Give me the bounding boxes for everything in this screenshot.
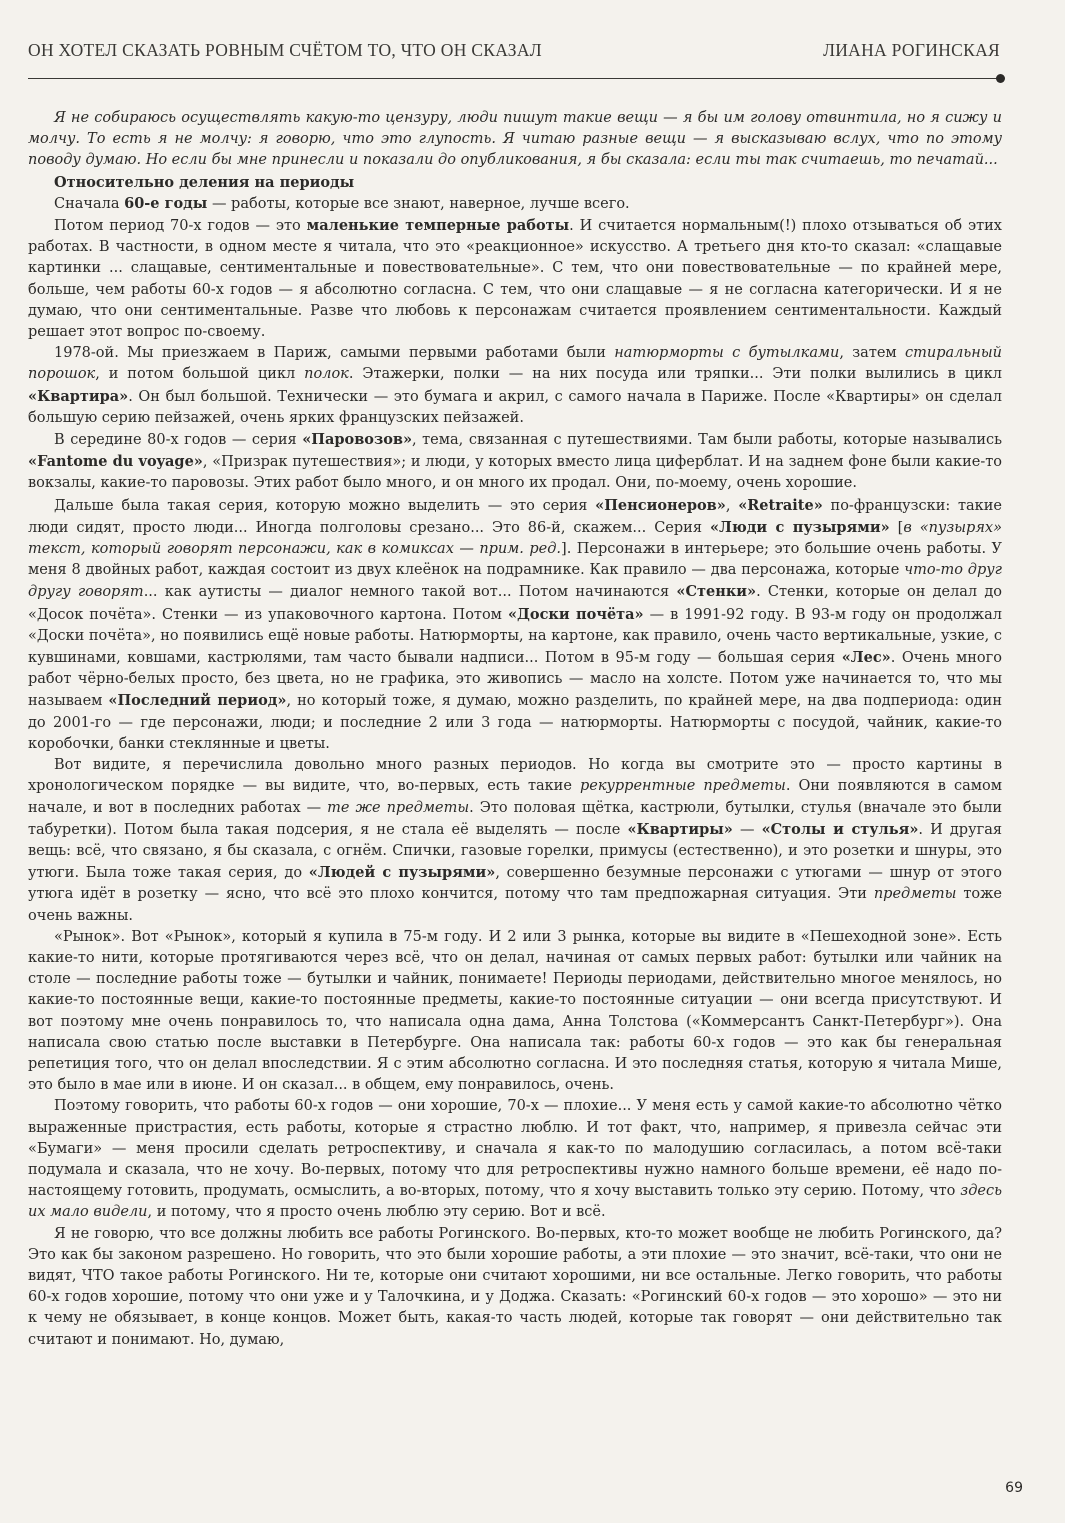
page-number: 69 xyxy=(1005,1480,1023,1496)
paragraph-60s: Сначала 60-е годы — работы, которые все знают, наверное, лучше всего. xyxy=(54,194,630,212)
header-rule-dot xyxy=(996,74,1005,83)
header-rule xyxy=(28,78,1000,79)
paragraph-70s: Потом период 70-х годов — это маленькие темперные работы. И считается нормальным(!) плохо отзываться об этих работах. В частности, в одном месте я читала, что это «реакционное» искусство. А третьего дня кто-то сказал: «слащавые картинки ... слащавые, сентиментальные и повествовательные». С тем, что они повествовательные — по крайней мере, больше, чем работы 60-х годов — я абсолютно согласна. С тем, что они слащавые — я не согласна категорически. И я не думаю, что они сентиментальные. Разве что любовь к персонажам считается проявлением сентиментальности. Каждый решает этот вопрос по-своему. xyxy=(28,217,1002,341)
article-body xyxy=(28,108,1002,1351)
paragraph-preferences: Поэтому говорить, что работы 60-х годов — они хорошие, 70-х — плохие... У меня есть у самой какие-то абсолютно чётко выраженные пристрастия, есть работы, которые я страстно люблю. И тот факт, что, например, я привезла сейчас эти «Бумаги» — меня просили сделать ретроспективу, и сначала я как-то по малодушию согласилась, а потом всё-таки подумала и сказала, что не хочу. Во-первых, потому что для ретроспективы нужно намного больше времени, её надо по-настоящему готовить, продумать, осмыслить, а во-вторых, потому, что я хочу выставить только эту серию. Потому, что здесь их мало видели, и потому, что я просто очень люблю эту серию. Вот и всё. xyxy=(28,1098,1002,1221)
paragraph-series: Дальше была такая серия, которую можно выделить — это серия «Пенсионеров», «Retraite» по-французски: такие люди сидят, просто люди... Иногда полголовы срезано... Это 86-й, скажем... Серия «Люди с пузырями» [в «пузырях» текст, который говорят персонажи, как в комиксах — прим. ред.]. Персонажи в интерьере; это большие очень работы. У меня 8 двойных работ, каждая состоит из двух клеёнок на подрамнике. Как правило — два персонажа, которые что-то друг другу говорят... как аутисты — диалог немного такой вот... Потом начинаются «Стенки». Стенки, которые он делал до «Досок почёта». Стенки — из упаковочного картона. Потом «Доски почёта» — в 1991-92 году. В 93-м году он продолжал «Доски почёта», но появились ещё новые работы. Натюрморты, на картоне, как правило, очень часто вертикальные, узкие, с кувшинами, ковшами, кастрюлями, там часто бывали надписи... Потом в 95-м году — большая серия «Лес». Очень много работ чёрно-белых просто, без цвета, но не графика, это живопись — масло на холсте. Потом уже начинается то, что мы называем «Последний период», но который тоже, я думаю, можно разделить, по крайней мере, на два подпериода: один до 2001-го — где персонажи, люди; и последние 2 или 3 года — натюрморты. Натюрморты с посудой, чайник, какие-то коробочки, банки стеклянные и цветы. xyxy=(28,496,1003,752)
intro-paragraph: Я не собираюсь осуществлять какую-то цензуру, люди пишут такие вещи — я бы им голову отвинтила, но я сижу и молчу. То есть я не молчу: я говорю, что это глупость. Я читаю разные вещи — я высказываю вслух, что по этому поводу думаю. Но если бы мне принесли и показали до опубликования, я бы сказала: если ты так считаешь, то печатай... xyxy=(28,110,1002,169)
paragraph-closing: Я не говорю, что все должны любить все работы Рогинского. Во-первых, кто-то может вообще не любить Рогинского, да? Это как бы законом разрешено. Но говорить, что это были хорошие работы, а эти плохие — это значит, всё-таки, что они не видят, ЧТО такое работы Рогинского. Ни те, которые они считают хорошими, ни все остальные. Легко говорить, что работы 60-х годов хорошие, потому что они уже и у Талочкина, и у Доджа. Сказать: «Рогинский 60-х годов — это хорошо» — это ни к чему не обязывает, в конце концов. Может быть, какая-то часть людей, которые так говорят — они действительно так считают и понимают. Но, думаю, xyxy=(28,1225,1002,1348)
paragraph-recurring-objects: Вот видите, я перечислила довольно много разных периодов. Но когда вы смотрите это — просто картины в хронологическом порядке — вы видите, что, во-первых, есть такие рекуррентные предметы. Они появляются в самом начале, и вот в последних работах — те же предметы. Это половая щётка, кастрюли, бутылки, стулья (вначале это были табуретки). Потом была такая подсерия, я не стала её выделять — после «Квартиры» — «Столы и стулья». И другая вещь: всё, что связано, я бы сказала, с огнём. Спички, газовые горелки, примусы (естественно), и это розетки и шнуры, это утюги. Была тоже такая серия, до «Людей с пузырями», совершенно безумные персонажи с утюгами — шнур от этого утюга идёт в розетку — ясно, что всё это плохо кончится, потому что там предпожарная ситуация. Эти предметы тоже очень важны. xyxy=(28,757,1003,924)
running-head-author: ЛИАНА РОГИНСКАЯ xyxy=(823,40,1000,60)
paragraph-1978: 1978-ой. Мы приезжаем в Париж, самыми первыми работами были натюрморты с бутылками, затем стиральный порошок, и потом большой цикл полок. Этажерки, полки — на них посуда или тряпки... Эти полки вылились в цикл «Квартира». Он был большой. Технически — это бумага и акрил, с самого начала в Париже. После «Квартиры» он сделал большую серию пейзажей, очень ярких французских пейзажей. xyxy=(28,345,1002,426)
section-subheading: Относительно деления на периоды xyxy=(54,173,355,191)
running-head-title: ОН ХОТЕЛ СКАЗАТЬ РОВНЫМ СЧЁТОМ ТО, ЧТО ОН СКАЗАЛ xyxy=(28,40,542,60)
paragraph-market: «Рынок». Вот «Рынок», который я купила в 75-м году. И 2 или 3 рынка, которые вы видите в «Пешеходной зоне». Есть какие-то нити, которые протягиваются через всё, что он делал, начиная от самых первых работ: бутылки или чайник на столе — последние работы тоже — бутылки и чайник, понимаете! Периоды периодами, действительно многое менялось, но какие-то постоянные вещи, какие-то постоянные предметы, какие-то постоянные ситуации — они всегда присутствуют. И вот поэтому мне очень понравилось то, что написала одна дама, Анна Толстова («Коммерсантъ Санкт-Петербург»). Она написала свою статью после выставки в Петербурге. Она написала так: работы 60-х годов — это как бы генеральная репетиция того, что он делал впоследствии. Я с этим абсолютно согласна. И это последняя статья, которую я читала Мише, это было в мае или в июне. И он сказал... в общем, ему понравилось, очень. xyxy=(28,928,1002,1094)
paragraph-80s: В середине 80-х годов — серия «Паровозов», тема, связанная с путешествиями. Там были работы, которые назывались «Fantome du voyage», «Призрак путешествия»; и люди, у которых вместо лица циферблат. И на заднем фоне были какие-то вокзалы, какие-то паровозы. Этих работ было много, и он много их продал. Они, по-моему, очень хорошие. xyxy=(28,431,1003,492)
